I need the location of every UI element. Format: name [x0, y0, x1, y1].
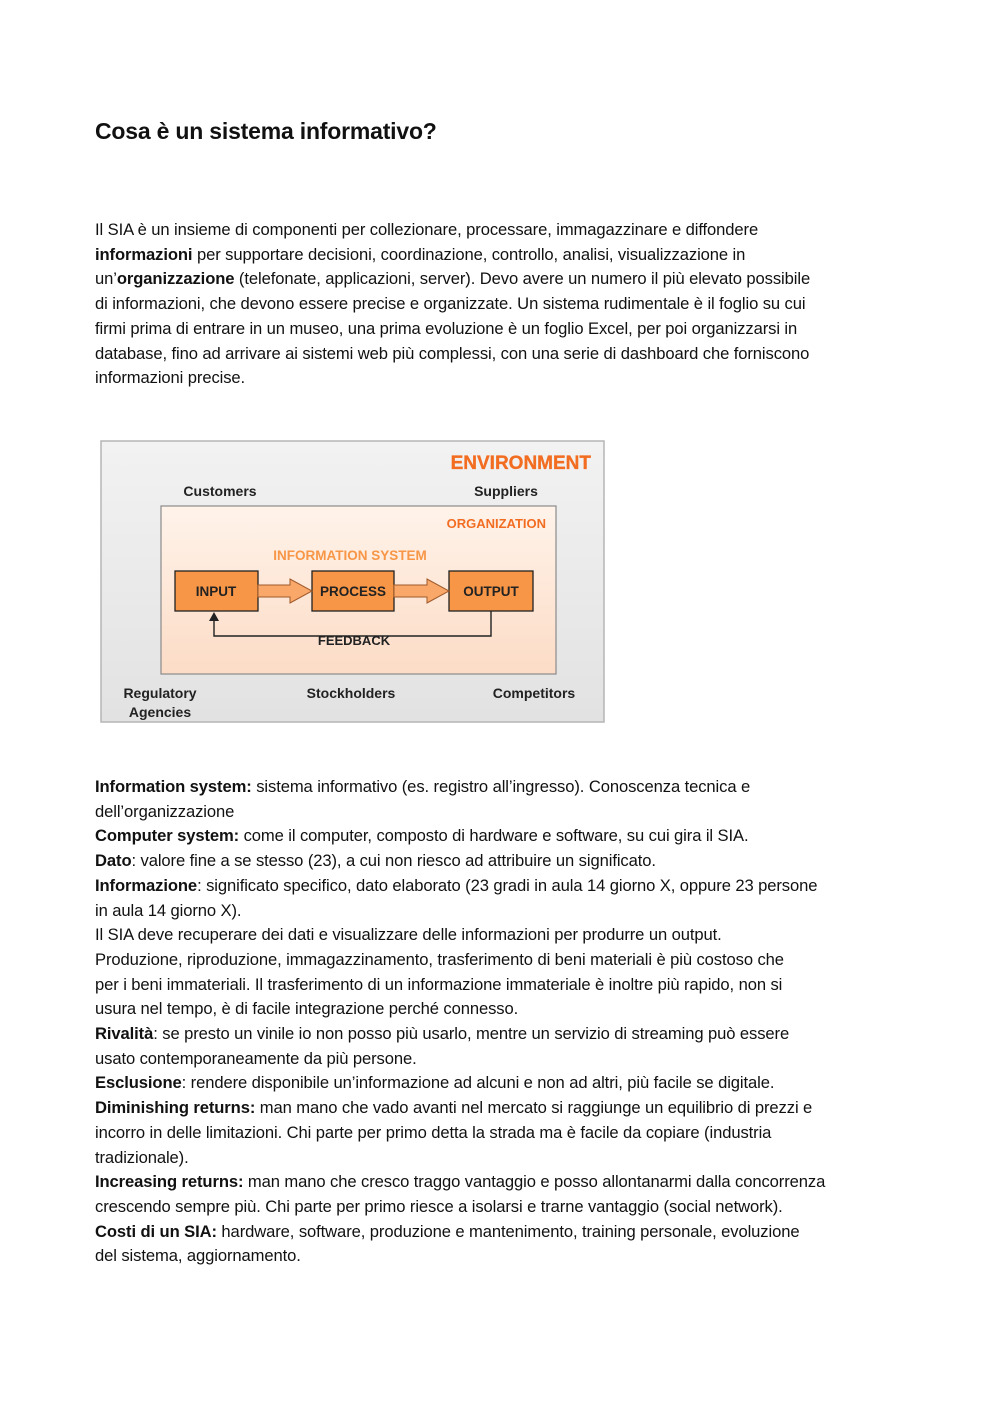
definition-line: usato contemporaneamente da più persone. — [95, 1048, 417, 1068]
definition-line: Diminishing returns: man mano che vado avanti nel mercato si raggiunge un equilibrio di prezzi e — [95, 1098, 813, 1118]
customers-label: Customers — [183, 483, 257, 499]
intro-paragraph — [95, 218, 910, 391]
definition-line: Informazione: significato specifico, dato elaborato (23 gradi in aula 14 giorno X, oppure 23 persone — [95, 875, 818, 895]
intro-line: un’organizzazione (telefonate, applicazioni, server). Devo avere un numero il più elevato possibile — [95, 269, 811, 289]
page-title: Cosa è un sistema informativo? — [95, 118, 437, 144]
definition-line: del sistema, aggiornamento. — [95, 1246, 301, 1266]
information-system-diagram — [100, 440, 605, 723]
term: Informazione — [95, 875, 198, 895]
definition-line: Rivalità: se presto un vinile io non posso più usarlo, mentre un servizio di streaming può essere — [95, 1024, 790, 1044]
body-line: usura nel tempo, è di facile integrazione perché connesso. — [95, 999, 519, 1019]
term: Information system: — [95, 777, 252, 796]
regulatory-agencies-label: Regulatory — [123, 685, 197, 701]
definition-line: crescendo sempre più. Chi parte per primo riesce a isolarsi e trarne vantaggio (social network). — [95, 1196, 783, 1216]
definition-line: Increasing returns: man mano che cresco traggo vantaggio e posso allontanarmi dalla concorrenza — [95, 1172, 826, 1192]
organization-label: ORGANIZATION — [446, 516, 546, 531]
intro-line: di informazioni, che devono essere precise e organizzate. Un sistema rudimentale è il foglio su cui — [95, 294, 806, 314]
term: Increasing returns: — [95, 1172, 244, 1192]
stockholders-label: Stockholders — [306, 685, 396, 701]
regulatory-agencies-label: Agencies — [128, 704, 192, 720]
competitors-label: Competitors — [492, 685, 576, 701]
definition-line: Esclusione: rendere disponibile un’informazione ad alcuni e non ad altri, più facile se digitale. — [95, 1073, 775, 1093]
definition-line: Costi di un SIA: hardware, software, produzione e mantenimento, training personale, evoluzione — [95, 1221, 800, 1241]
output-label: OUTPUT — [463, 584, 519, 599]
intro-line: informazioni per supportare decisioni, coordinazione, controllo, analisi, visualizzazione in — [95, 244, 746, 264]
definition-line: Information system: sistema informativo (es. registro all’ingresso). Conoscenza tecnica e — [95, 777, 751, 796]
input-label: INPUT — [195, 584, 237, 599]
term: Rivalità — [95, 1024, 154, 1044]
definition-line: Computer system: come il computer, composto di hardware e software, su cui gira il SIA. — [95, 826, 749, 846]
definition-line: in aula 14 giorno X). — [95, 900, 242, 920]
feedback-label: FEEDBACK — [317, 633, 391, 648]
term: Dato — [95, 851, 132, 871]
term: Esclusione — [95, 1073, 182, 1093]
information-system-label: INFORMATION SYSTEM — [273, 548, 427, 563]
intro-line: Il SIA è un insieme di componenti per collezionare, processare, immagazzinare e diffondere — [95, 220, 759, 239]
bold-term: organizzazione — [116, 269, 235, 289]
definition-line: dell’organizzazione — [95, 801, 235, 821]
term: Computer system: — [95, 826, 240, 846]
definitions-section — [95, 775, 910, 1269]
process-label: PROCESS — [319, 584, 387, 599]
intro-line: database, fino ad arrivare ai sistemi web più complessi, con una serie di dashboard che forniscono — [95, 343, 810, 363]
body-line: Produzione, riproduzione, immagazzinamento, trasferimento di beni materiali è più costoso che — [95, 949, 784, 969]
definition-line: Dato: valore fine a se stesso (23), a cui non riesco ad attribuire un significato. — [95, 851, 656, 871]
intro-line: informazioni precise. — [95, 368, 246, 388]
intro-line: firmi prima di entrare in un museo, una prima evoluzione è un foglio Excel, per poi organizzarsi in — [95, 318, 798, 338]
body-line: Il SIA deve recuperare dei dati e visualizzare delle informazioni per produrre un output. — [95, 925, 722, 945]
definition-line: tradizionale). — [95, 1147, 189, 1167]
body-line: per i beni immateriali. Il trasferimento di un informazione immateriale è inoltre più rapido, non si — [95, 974, 783, 994]
bold-term: informazioni — [95, 244, 193, 264]
suppliers-label: Suppliers — [474, 483, 538, 499]
term: Diminishing returns: — [95, 1098, 256, 1118]
term: Costi di un SIA: — [95, 1221, 217, 1241]
definition-line: incorro in delle limitazioni. Chi parte per primo detta la strada ma è facile da copiare (industria — [95, 1122, 772, 1142]
environment-label: ENVIRONMENT — [450, 453, 591, 474]
